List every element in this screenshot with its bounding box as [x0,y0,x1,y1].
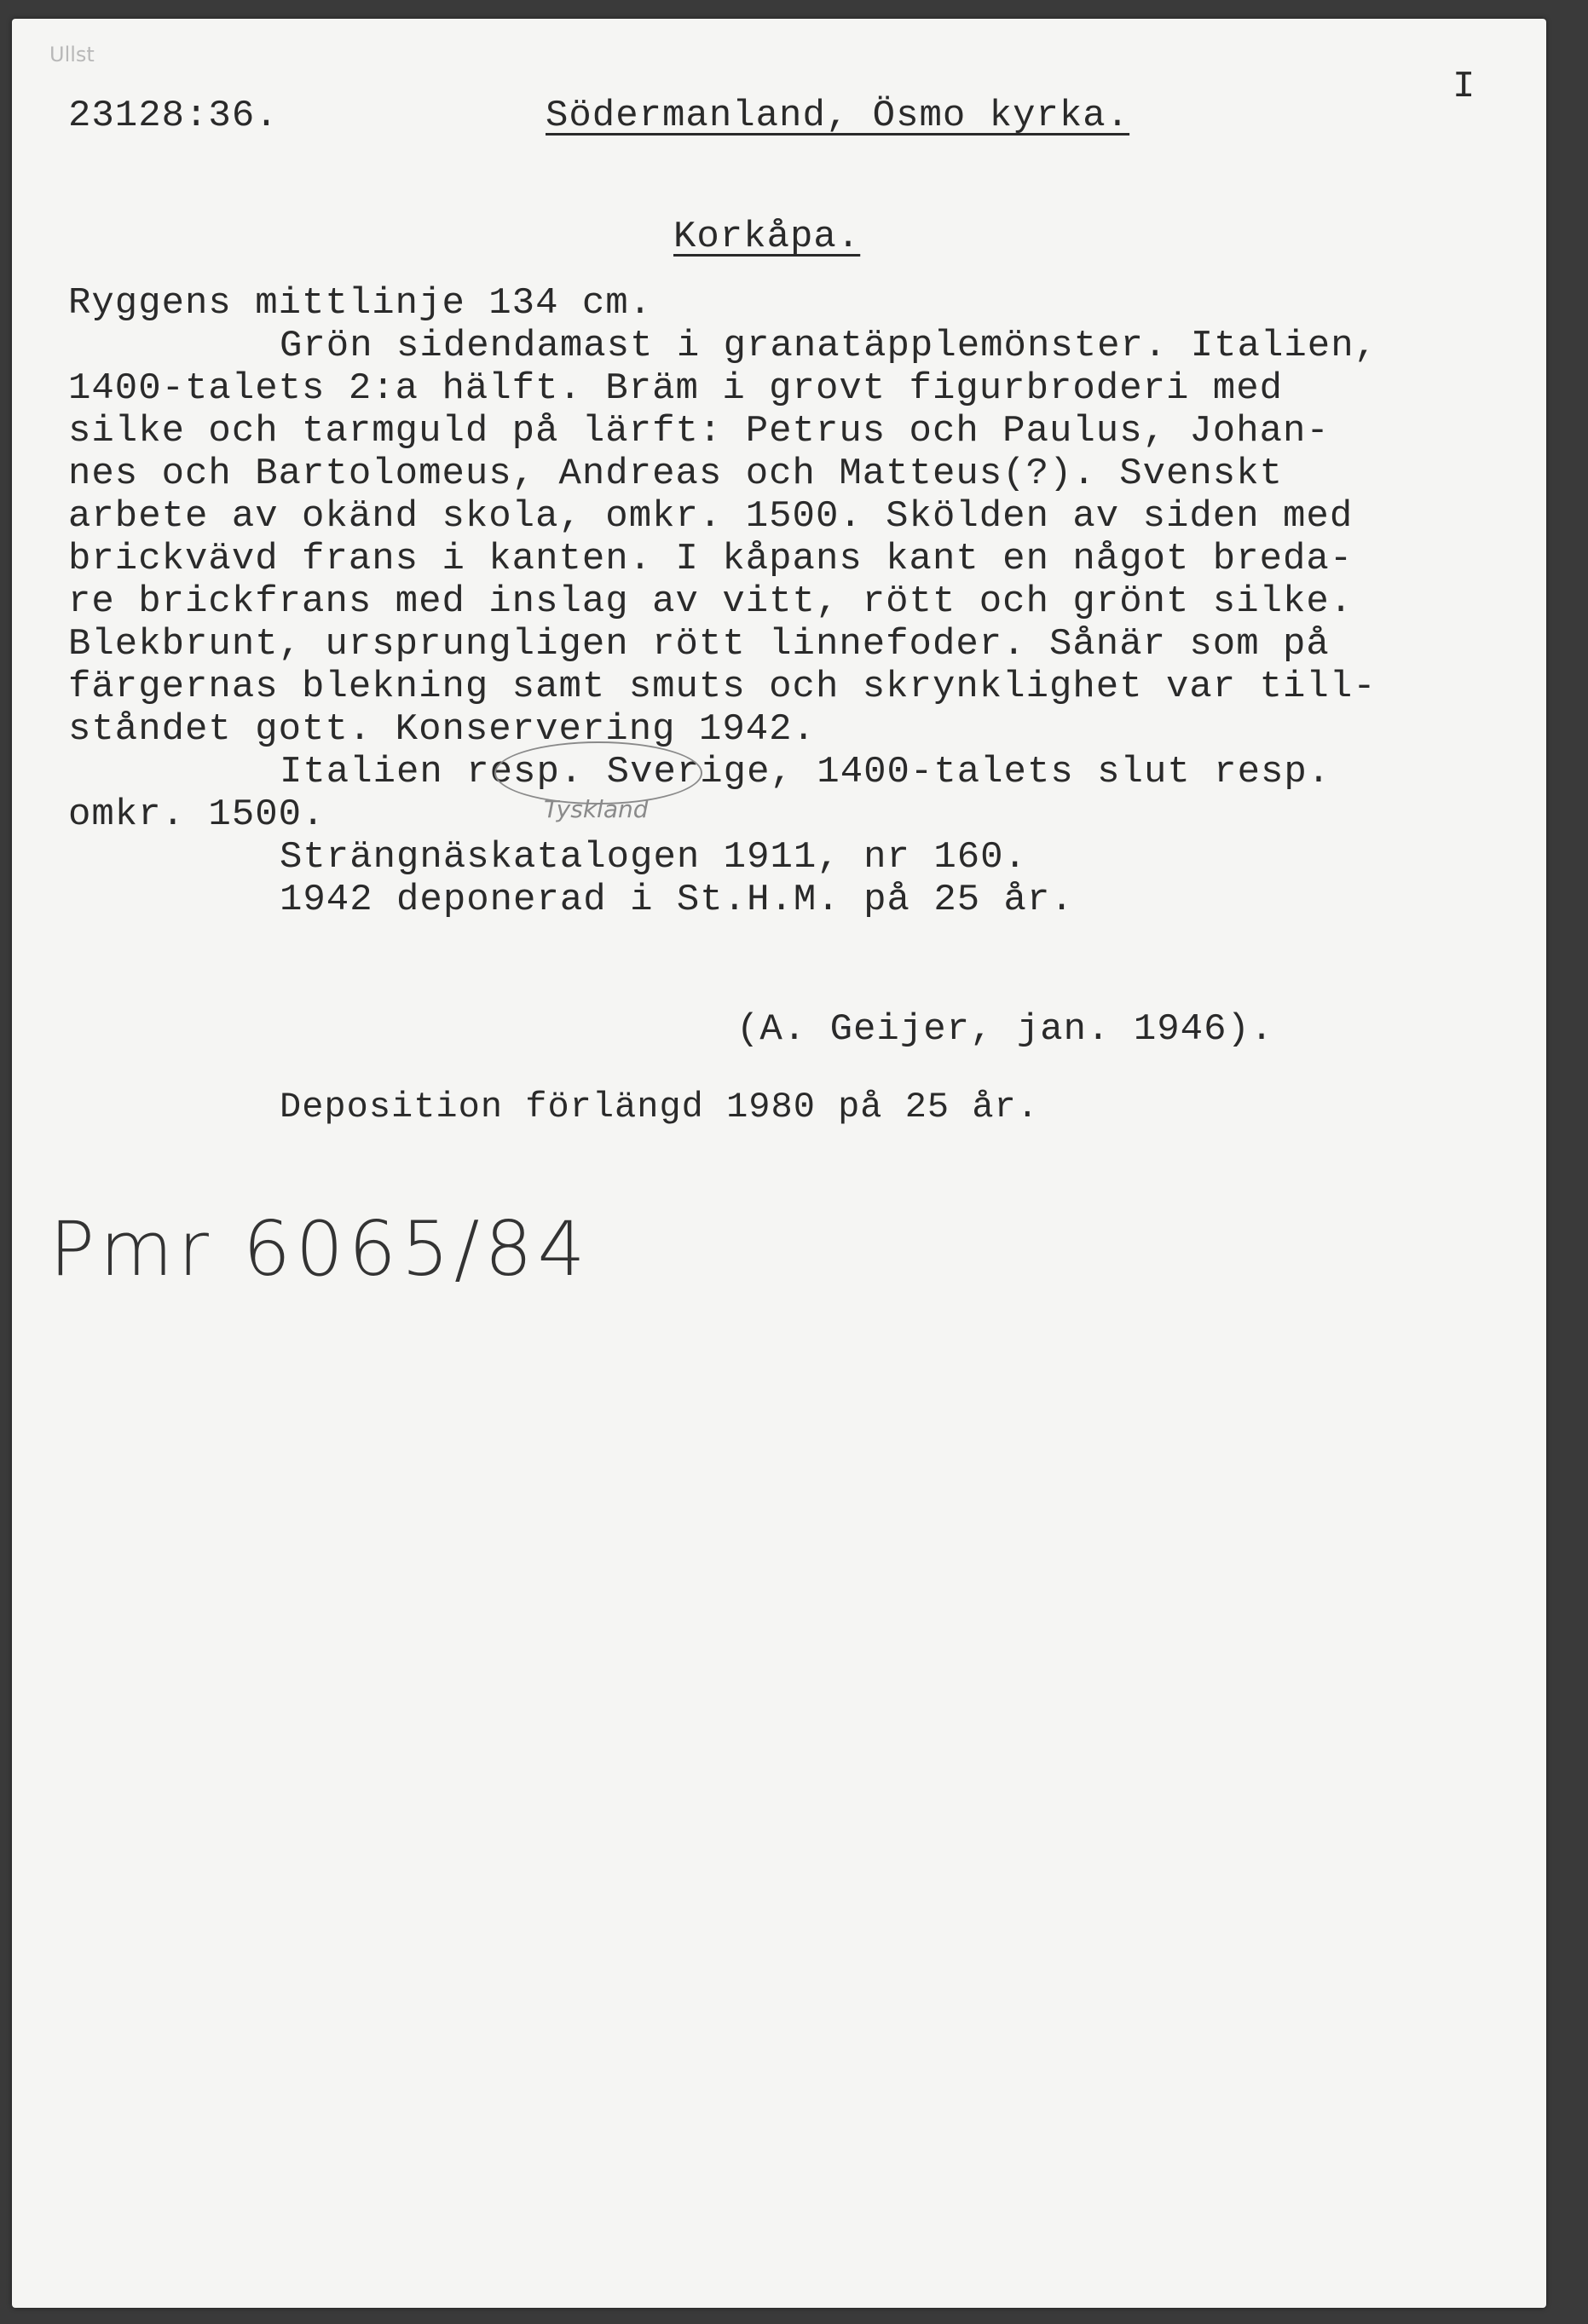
handwritten-correction: Tyskland [544,795,649,823]
text-line-3: 1400-talets 2:a hälft. Bräm i grovt figurbroderi med [68,367,1284,410]
sheet-number: I [1452,66,1476,108]
text-line-10: färgernas blekning samt smuts och skrynklighet var till- [68,666,1377,708]
author-signature: (A. Geijer, jan. 1946). [736,1008,1274,1051]
archive-card [12,19,1546,2308]
text-line-9: Blekbrunt, ursprungligen rött linnefoder. Sånär som på [68,623,1330,666]
text-line-5: nes och Bartolomeus, Andreas och Matteus(?). Svenskt [68,453,1284,495]
text-line-4: silke och tarmguld på lärft: Petrus och Paulus, Johan- [68,410,1330,453]
attribution-line-2: omkr. 1500. [68,793,326,836]
text-line-8: re brickfrans med inslag av vitt, rött och grönt silke. [68,580,1354,623]
text-line-2: Grön sidendamast i granatäpplemönster. Italien, [280,325,1378,367]
handwritten-reference: Pmr 6065/84 [49,1205,591,1293]
attribution-line-1: Italien resp. Sverige, 1400-talets slut resp. [280,751,1331,793]
card-location: Södermanland, Ösmo kyrka. [546,95,1130,137]
card-title: Korkåpa. [673,216,861,258]
text-line-6: arbete av okänd skola, omkr. 1500. Skölden av siden med [68,495,1354,538]
deposit-extension: Deposition förlängd 1980 på 25 år. [280,1087,1039,1127]
deposit-note: 1942 deponerad i St.H.M. på 25 år. [280,879,1074,921]
text-line-1: Ryggens mittlinje 134 cm. [68,282,653,325]
catalogue-reference: Strängnäskatalogen 1911, nr 160. [280,836,1027,879]
top-corner-note: Ullst [49,43,95,66]
text-line-7: brickvävd frans i kanten. I kåpans kant en något bredа- [68,538,1354,580]
card-number: 23128:36. [68,95,279,137]
text-line-11: ståndet gott. Konservering 1942. [68,708,816,751]
